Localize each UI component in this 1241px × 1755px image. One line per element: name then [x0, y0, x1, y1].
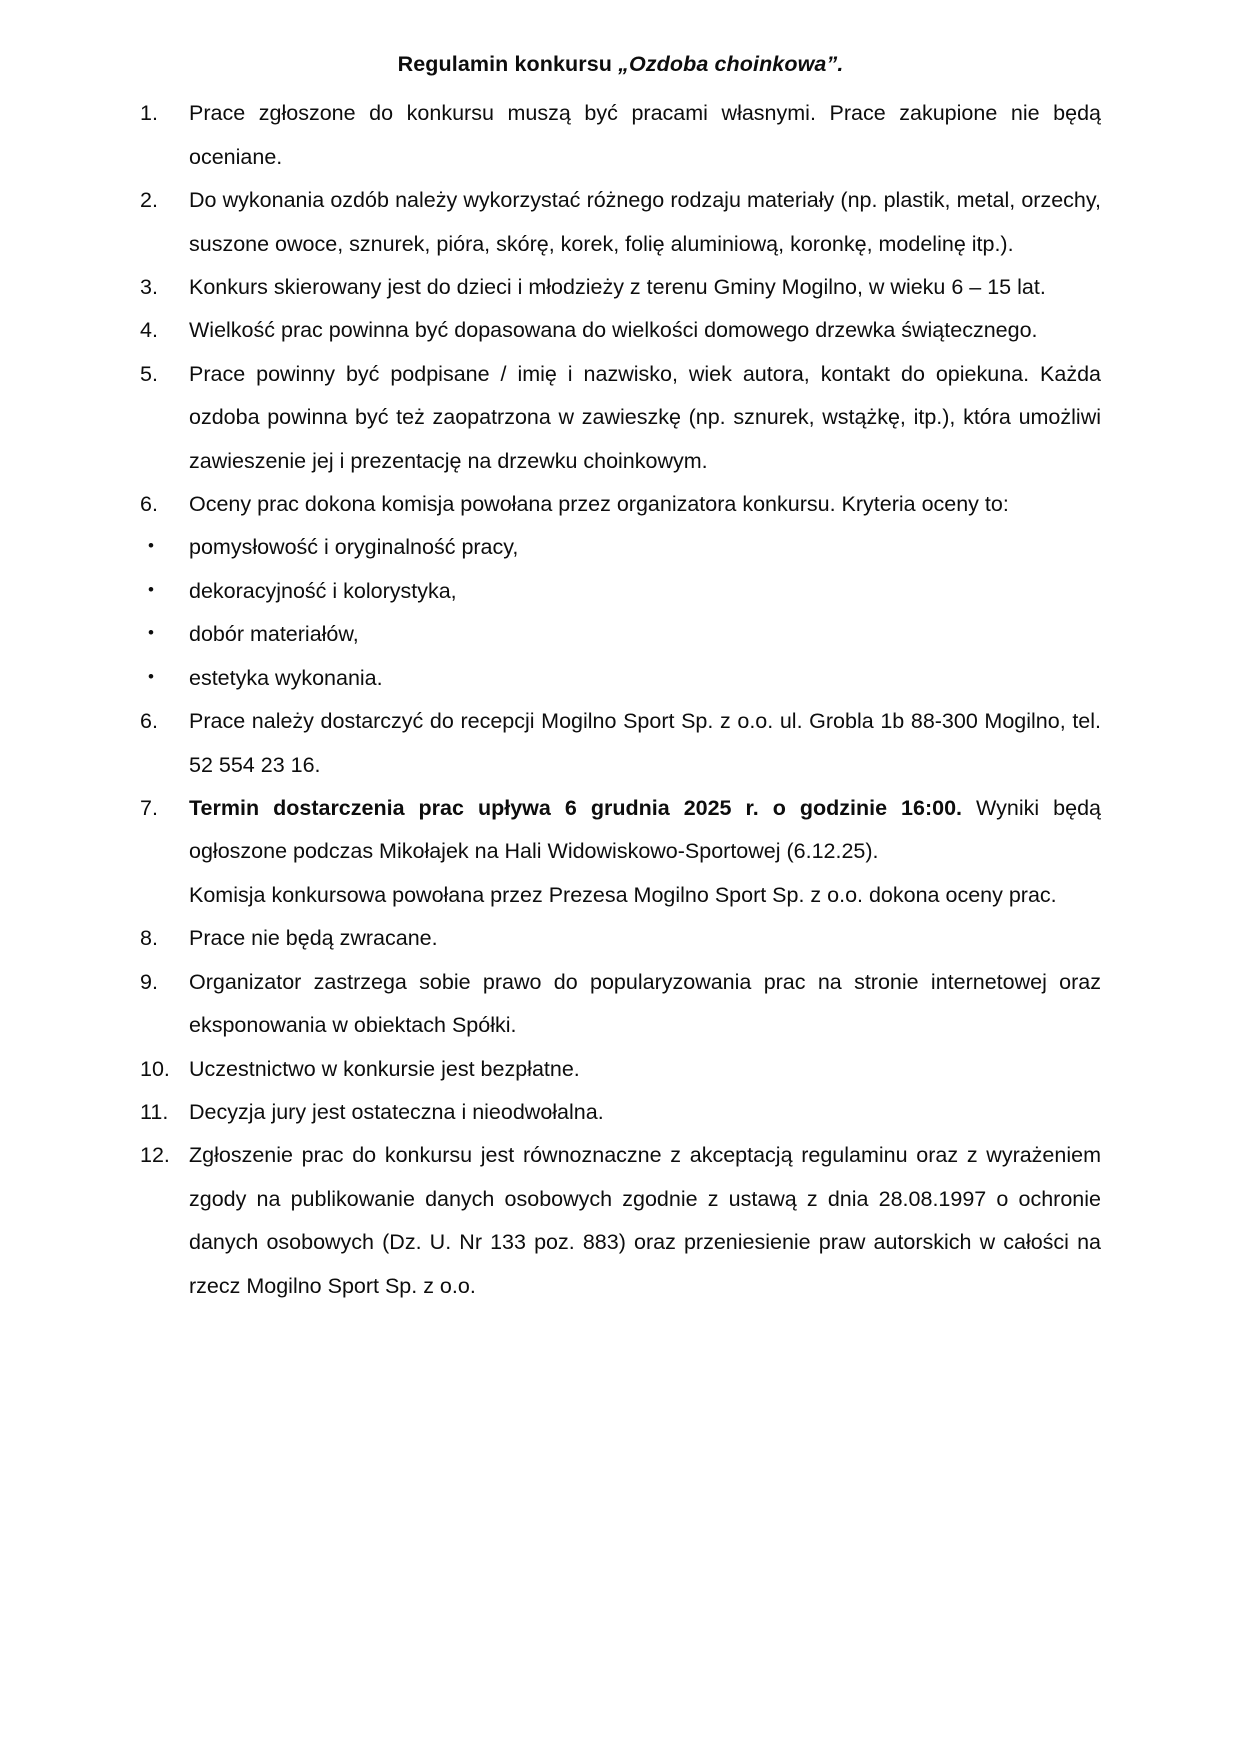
list-item	[140, 1048, 1101, 1091]
bullet-item-text: pomysłowość i oryginalność pracy,	[189, 535, 519, 560]
list-item-deadline	[140, 787, 1101, 917]
list-item-marker: 7.	[140, 796, 158, 820]
list-item-marker: 2.	[140, 188, 158, 213]
list-item	[140, 961, 1101, 1048]
list-item-marker: 12.	[140, 1143, 170, 1168]
list-item-marker: 6.	[140, 709, 158, 734]
regulations-list	[140, 92, 1101, 526]
list-item-text: Wielkość prac powinna być dopasowana do wielkości domowego drzewka świątecznego.	[189, 318, 1038, 343]
list-item	[140, 700, 1101, 787]
list-item-text: Organizator zastrzega sobie prawo do popularyzowania prac na stronie internetowej oraz eksponowania w obiektach Spółki.	[189, 969, 1101, 1038]
list-item	[140, 1091, 1101, 1134]
list-item	[140, 917, 1101, 960]
list-item-text: Zgłoszenie prac do konkursu jest równoznaczne z akceptacją regulaminu oraz z wyrażeniem zgody na publikowanie danych osobowych zgodnie z ustawą z dnia 28.08.1997 o ochronie danych osobowych (Dz. U. Nr 133 poz. 883) oraz przeniesienie praw autorskich w całości na rzecz Mogilno Sport Sp. z o.o.	[189, 1143, 1101, 1298]
list-item-marker: 4.	[140, 318, 158, 343]
list-item	[140, 353, 1101, 483]
list-item	[140, 570, 1101, 613]
regulations-list-continued	[140, 700, 1101, 1308]
bullet-item-text: dekoracyjność i kolorystyka,	[189, 578, 457, 603]
list-item-text: Prace powinny być podpisane / imię i nazwisko, wiek autora, kontakt do opiekuna. Każda ozdoba powinna być też zaopatrzona w zawieszkę (np. sznurek, wstążkę, itp.), która umożliwi zawieszenie jej i prezentację na drzewku choinkowym.	[189, 361, 1101, 473]
list-item-marker: 6.	[140, 492, 158, 517]
list-item-marker: 8.	[140, 926, 158, 951]
list-item-text: Prace należy dostarczyć do recepcji Mogilno Sport Sp. z o.o. ul. Grobla 1b 88-300 Mogilno, tel. 52 554 23 16.	[189, 709, 1101, 777]
list-item	[140, 657, 1101, 700]
list-item-marker: 1.	[140, 101, 158, 126]
page-title-italic: „Ozdoba choinkowa”.	[618, 52, 844, 76]
list-item-marker: 11.	[140, 1099, 169, 1124]
list-item-text: Oceny prac dokona komisja powołana przez organizatora konkursu. Kryteria oceny to:	[189, 492, 1009, 517]
list-item	[140, 1134, 1101, 1308]
list-item	[140, 483, 1101, 526]
bullet-icon: •	[148, 623, 154, 643]
list-item	[140, 92, 1101, 179]
deadline-bold-text: Termin dostarczenia prac upływa 6 grudnia 2025 r. o godzinie 16:00.	[189, 796, 963, 820]
list-item-text: Prace zgłoszone do konkursu muszą być pracami własnymi. Prace zakupione nie będą oceniane.	[189, 101, 1101, 169]
list-item	[140, 526, 1101, 569]
bullet-item-text: estetyka wykonania.	[189, 665, 383, 690]
deadline-continuation-text: Komisja konkursowa powołana przez Prezesa Mogilno Sport Sp. z o.o. dokona oceny prac.	[189, 882, 1057, 907]
list-item-marker: 10.	[140, 1056, 170, 1081]
bullet-icon: •	[148, 536, 154, 556]
list-item-text: Prace nie będą zwracane.	[189, 926, 438, 951]
list-item-text: Decyzja jury jest ostateczna i nieodwołalna.	[189, 1099, 604, 1124]
page-title	[140, 48, 1101, 80]
list-item-text: Do wykonania ozdób należy wykorzystać różnego rodzaju materiały (np. plastik, metal, orzechy, suszone owoce, sznurek, pióra, skórę, korek, folię aluminiową, koronkę, modelinę itp.).	[189, 188, 1101, 256]
list-item-text: Konkurs skierowany jest do dzieci i młodzieży z terenu Gminy Mogilno, w wieku 6 – 15 lat.	[189, 274, 1046, 299]
criteria-bullet-list	[140, 526, 1101, 700]
bullet-icon: •	[148, 666, 154, 686]
list-item-text: Uczestnictwo w konkursie jest bezpłatne.	[189, 1056, 580, 1081]
list-item-marker: 3.	[140, 274, 158, 299]
bullet-icon: •	[148, 579, 154, 599]
page-title-plain: Regulamin konkursu	[397, 52, 619, 76]
list-item	[140, 179, 1101, 266]
deadline-rest-text: Wyniki będą ogłoszone podczas Mikołajek na Hali Widowiskowo-Sportowej (6.12.25).	[189, 796, 1101, 864]
bullet-item-text: dobór materiałów,	[189, 622, 359, 647]
list-item-marker: 9.	[140, 969, 158, 994]
list-item-marker: 5.	[140, 361, 158, 386]
list-item	[140, 613, 1101, 656]
list-item	[140, 309, 1101, 352]
list-item	[140, 266, 1101, 309]
